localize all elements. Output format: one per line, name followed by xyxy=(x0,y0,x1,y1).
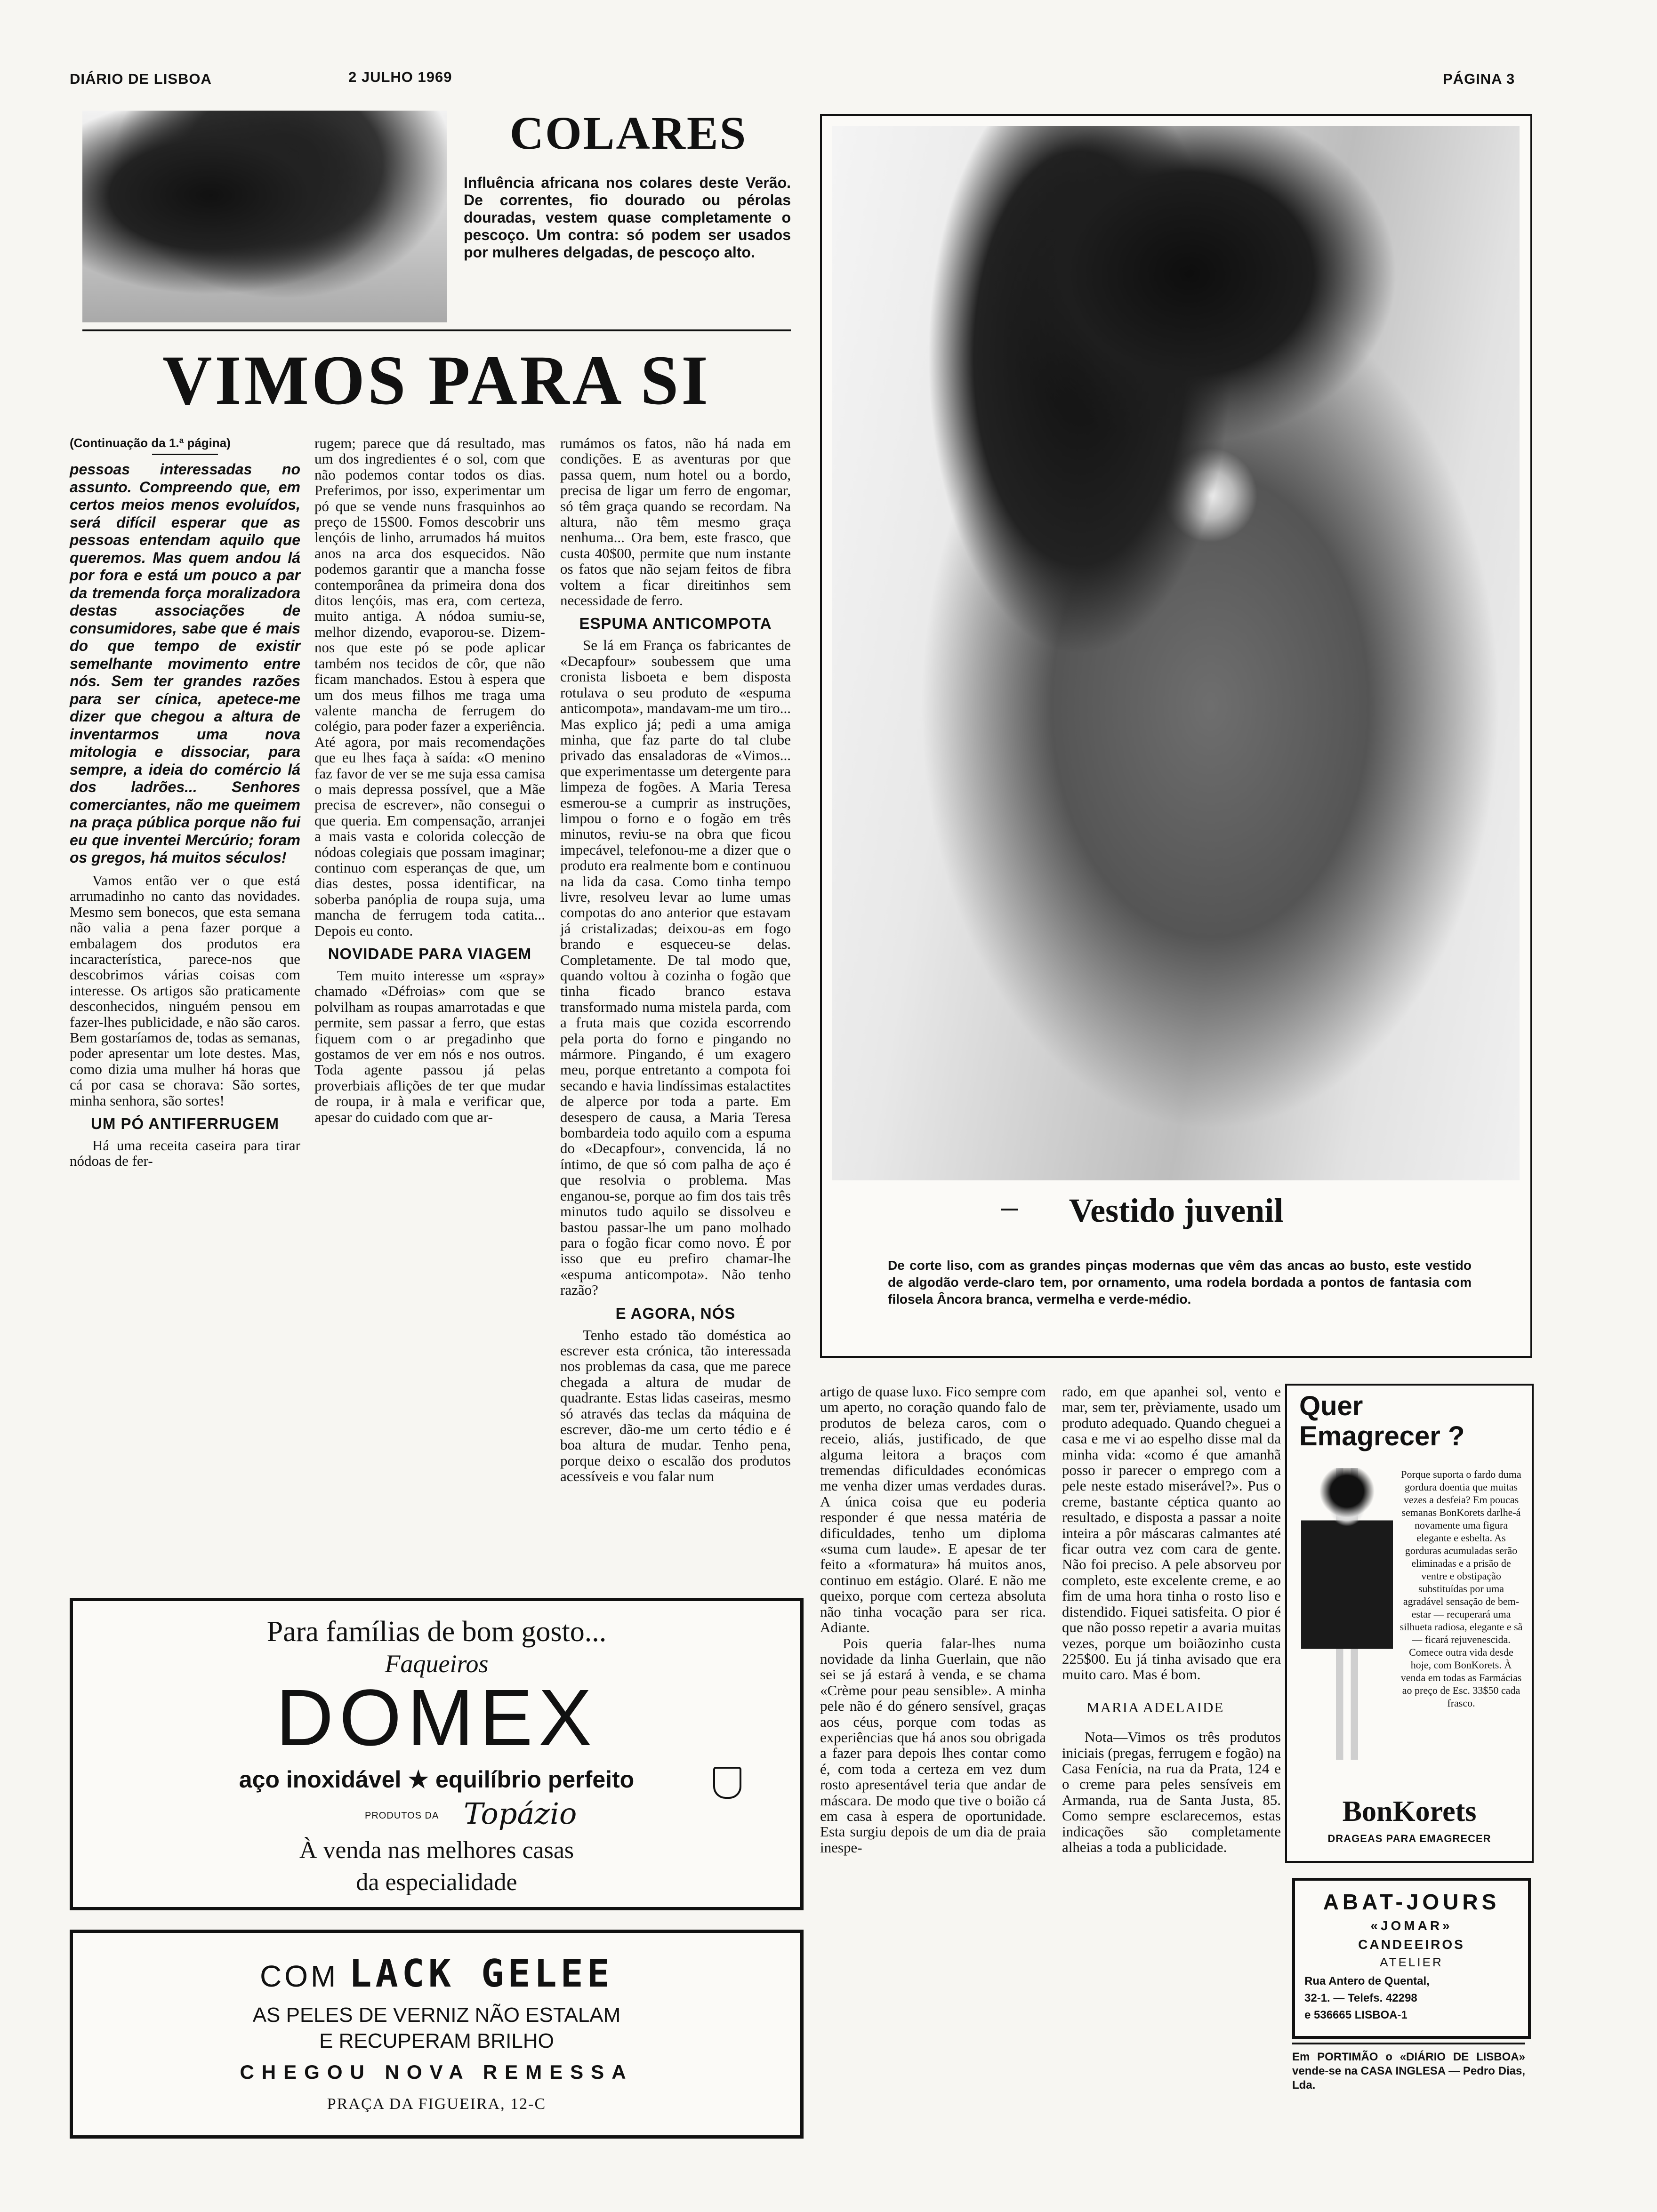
ad-line: ATELIER xyxy=(1380,1955,1443,1969)
ad-maker: Topázio xyxy=(464,1796,577,1831)
ad-line: CHEGOU NOVA REMESSA xyxy=(240,2061,634,2083)
colares-title: COLARES xyxy=(509,107,748,159)
ad-line xyxy=(73,1952,800,1996)
ad-tagline: DRAGEAS PARA EMAGRECER xyxy=(1327,1833,1491,1844)
ad-line: E RECUPERAM BRILHO xyxy=(319,2029,554,2052)
ad-brand: LACK GELEE xyxy=(349,1952,613,1996)
paragraph: Pois queria falar-lhes numa novidade da linha Guerlain, que não sei se já estará à venda, e se chama «Crème pour peau sensible». A minha pele não é do género sensível, graças aos céus, porque com todas as experiências que há anos sou obrigada a fazer para depois lhes contar como é, com toda a certeza em vez dum rosto apresentável teria que andar de máscara. De modo que tive o boião cá em casa à espera de oportunidade. Esta surgiu depois de um dia de praia inespe- xyxy=(820,1635,1046,1856)
subheading: E AGORA, NÓS xyxy=(615,1304,736,1322)
issue-date: 2 JULHO 1969 xyxy=(348,69,452,85)
divider xyxy=(82,329,791,331)
ad-line: CANDEEIROS xyxy=(1358,1937,1465,1952)
ad-brand: BonKorets xyxy=(1342,1795,1477,1827)
note: Nota—Vimos os três produtos iniciais (pregas, ferrugem e fogão) na Casa Fenícia, na rua da Prata, 124 e o creme para peles sensíveis em Armanda, rua de Santa Justa, 85. Como sempre esclarecemos, estas indicações são completamente alheias a toda a publicidade. xyxy=(1062,1729,1281,1855)
newspaper-name: DIÁRIO DE LISBOA xyxy=(70,71,212,87)
paragraph: rugem; parece que dá resultado, mas um dos ingredientes é o sol, com que não podemos contar todos os dias. Preferimos, por isso, experimentar um pó que se vende nuns frasquinhos ao preço de 15$00. Fomos descobrir uns lençóis de linho, arrumados há muitos anos na arca dos esquecidos. Não podemos garantir que a mancha fosse contemporânea da primeira dona dos ditos lençóis, mas era, com certeza, muito antiga. A nódoa sumiu-se, melhor dizendo, evaporou-se. Dizem-nos que este pó se pode aplicar também nos tecidos de côr, que não ficam manchados. Estou à espera que um dos meus filhos me traga uma valente mancha de ferrugem do colégio, para poder fazer a experiência. Até agora, por mais recomendações que eu lhes faça à saída: «O menino faz favor de ver se me suja essa camisa o mais depressa possível, que a Mãe precisa de escrever», não consegui o que queria. Em compensação, arranjei a mais vasta e colorida colecção de nódoas colegiais que possam imaginar; continuo com esperanças de que, um dias destes, possa identificar, na soberba panóplia de roupa suja, uma mancha de ferrugem toda catita... Depois eu conto. xyxy=(314,435,545,939)
page-number: PÁGINA 3 xyxy=(1443,71,1515,87)
paragraph: Vamos então ver o que está arrumadinho no canto das novidades. Mesmo sem bonecos, que esta semana não valia a pena fazer porque a embalagem dos produtos era incaracterística, parece-nos que descobrimos várias coisas com interesse. Os artigos são praticamente desconhecidos, ninguém pensou em fazer-lhes publicidade, e não são caros. Bem gostaríamos de, todas as semanas, poder apresentar um lote destes. Mas, como dizia uma mulher há horas que cá por casa se chorava: São sortes, minha senhora, são sortes! xyxy=(70,872,300,1109)
ad-text: Em PORTIMÃO o «DIÁRIO DE LISBOA» vende-se na CASA INGLESA — Pedro Dias, Lda. xyxy=(1292,2051,1525,2092)
caption-text: De corte liso, com as grandes pinças modernas que vêm das ancas ao busto, este vestido de algodão verde-claro tem, por ornamento, uma rodela bordada a pontos de fantasia com filosela Âncora branca, vermelha e verde-médio. xyxy=(888,1258,1472,1306)
subheading: ESPUMA ANTICOMPOTA xyxy=(579,615,772,633)
ad-lack-gelee xyxy=(70,1930,804,2139)
colares-text: Influência africana nos colares deste Verão. De correntes, fio dourado ou pérolas douradas, vestem quase completamente o pescoço. Um contra: só podem ser usados por mulheres delgadas, de pescoço alto. xyxy=(464,174,791,261)
ad-bonkorets xyxy=(1285,1384,1534,1863)
author: MARIA ADELAIDE xyxy=(1086,1699,1224,1715)
ad-title: Emagrecer ? xyxy=(1299,1421,1465,1451)
ad-line: «JOMAR» xyxy=(1370,1918,1453,1933)
ad-address: 32-1. — Telefs. 42298 xyxy=(1304,1992,1417,2004)
continuation-note: (Continuação da 1.ª página) xyxy=(70,436,231,450)
ad-brand: DOMEX xyxy=(275,1673,598,1763)
column-2 xyxy=(314,435,545,1125)
column-5 xyxy=(1062,1384,1281,1855)
fashion-box xyxy=(820,114,1532,1358)
fashion-photo xyxy=(832,126,1520,1180)
column-4 xyxy=(820,1384,1046,1855)
ad-portimao xyxy=(1292,2043,1525,2092)
ad-title: ABAT-JOURS xyxy=(1323,1890,1500,1914)
column-3 xyxy=(560,435,791,1484)
ad-line: Faqueiros xyxy=(385,1650,489,1678)
paragraph: Tem muito interesse um «spray» chamado «Défroias» com que se polvilham as roupas amarrotadas e que permite, sem passar a ferro, que estas fiquem com o ar pregadinho que gostamos de ver em nós e nos outros. Toda agente passou já pelas proverbiais aflições de ter que mudar de roupa, ir à mala e verificar que, apesar do cuidado com que ar- xyxy=(314,967,545,1125)
ad-line: da especialidade xyxy=(356,1869,517,1896)
paragraph: rado, em que apanhei sol, vento e mar, sem ter, prèviamente, usado um produto adequado. Quando cheguei a casa e me vi ao espelho disse mal da minha vida: «como é que amanhã posso ir parecer o emprego com a pele neste estado miserável?». Pus o creme, bastante céptica quanto ao resultado, e disposta a passar a noite inteira a pôr máscaras calmantes até ficar outra vez com cara de gente. Não foi preciso. A pele absorveu por completo, este excelente creme, e ao fim de uma hora tinha o rosto liso e distendido. Fiquei satisfeita. O pior é que não posso repetir a avaria muitas vezes, porque um boiãozinho custa 225$00. Eu já tinha avisado que era muito caro. Mas é bom. xyxy=(1062,1383,1281,1683)
caption-title: Vestido juvenil xyxy=(1069,1192,1284,1229)
colares-photo xyxy=(82,111,447,322)
lead-paragraph: pessoas interessadas no assunto. Compreendo que, em certos meios menos evoluídos, será difícil esperar que as pessoas entendam aquilo que queremos. Mas quem andou lá por fora e está um pouco a par da tremenda força moralizadora destas associações de consumidores, sabe que é mais do que tempo de existir semelhante movimento entre nós. Sem ter grandes razões para ser cínica, apetece-me dizer que chegou a altura de inventarmos uma nova mitologia e dissociar, para sempre, a ideia do comércio lá dos ladrões... Senhores comerciantes, não me queimem na praça pública porque não fui eu que inventei Mercúrio; foram os gregos, há muitos séculos! xyxy=(70,461,300,866)
ad-address: e 536665 LISBOA-1 xyxy=(1304,2009,1408,2021)
ad-line: aço inoxidável ★ equilíbrio perfeito xyxy=(239,1766,635,1793)
article-title: VIMOS PARA SI xyxy=(162,341,711,419)
ad-text: Porque suporta o fardo duma gordura doentia que muitas vezes a desfeia? Em poucas semanas BonKorets darlhe-á novamente uma figura elegante e esbelta. As gorduras acumuladas serão eliminadas e a prisão de ventre e obstipação substituídas por uma agradável sensação de bem-estar — recuperará uma silhueta radiosa, elegante e sã — ficará rejuvenescida. Comece outra vida desde hoje, com BonKorets. À venda em todas as Farmácias ao preço de Esc. 33$50 cada frasco. xyxy=(1400,1468,1523,1709)
paragraph: Tenho estado tão doméstica ao escrever esta crónica, tão interessada nos problemas da casa, que me parece chegada a altura de mudar de quadrante. Estas lidas caseiras, mesmo só através das teclas da máquina de escrever, dão-me um certo tédio e é boa altura de mudar. Tenho pena, porque deixo o escalão dos produtos acessíveis e vou falar num xyxy=(560,1326,791,1485)
ad-domex xyxy=(70,1598,804,1910)
ad-line: AS PELES DE VERNIZ NÃO ESTALAM xyxy=(252,2004,621,2027)
column-1 xyxy=(70,435,300,1169)
ad-line: COM xyxy=(260,1959,339,1993)
paragraph: artigo de quase luxo. Fico sempre com um aperto, no coração quando falo de produtos de beleza caros, com o receio, aliás, justificado, de que alguma leitora a braços com tremendas dificuldades económicas me venha dizer umas verdades duras. A única coisa que eu poderia responder é que nessa matéria de dificuldades, tenho um diploma «suma cum laude». E apesar de ter feito a «formatura» há muitos anos, continuo em estágio. Olaré. E não me queixo, porque com certeza absoluta não tinha vocação para ser rica. Adiante. xyxy=(820,1383,1046,1636)
divider xyxy=(152,454,218,455)
woman-illustration xyxy=(1301,1468,1393,1760)
subheading: NOVIDADE PARA VIAGEM xyxy=(328,945,532,962)
ad-abat-jours xyxy=(1292,1878,1531,2039)
subheading: UM PÓ ANTIFERRUGEM xyxy=(91,1115,279,1132)
ad-line: PRODUTOS DA xyxy=(365,1811,439,1821)
ad-line: À venda nas melhores casas xyxy=(299,1837,574,1864)
ad-line: PRAÇA DA FIGUEIRA, 12-C xyxy=(327,2095,547,2113)
paragraph: Há uma receita caseira para tirar nódoas de fer- xyxy=(70,1137,300,1170)
ad-line: Para famílias de bom gosto... xyxy=(266,1616,607,1648)
paragraph: rumámos os fatos, não há nada em condições. E as aventuras por que passa quem, num hotel ou a bordo, precisa de ligar um ferro de engomar, só têm graça quando se recordam. Na altura, não têm mesmo graça nenhuma... Ora bem, este frasco, que custa 40$00, permite que num instante os fatos que não sejam feitos de fibra voltem a ficar direitinhos sem necessidade de ferro. xyxy=(560,435,791,609)
shield-icon xyxy=(713,1767,741,1799)
paragraph: Se lá em França os fabricantes de «Decapfour» soubessem que uma cronista lisboeta e bem disposta rotulava o seu produto de «espuma anticompota», mandavam-me um tiro... Mas explico já; pedi a uma amiga minha, que faz parte do tal clube privado das ensaladoras de «Vimos... que experimentasse um detergente para limpeza de fogões. A Maria Teresa esmerou-se a cumprir as instruções, limpou o forno e o fogão em três minutos, reviu-se na obra que ficou impecável, telefonou-me a dizer que o produto era realmente bom e continuou na lida da casa. Como tinha tempo livre, resolveu levar ao lume umas compotas do ano anterior que estavam já cristalizadas; deixou-as em fogo brando e esqueceu-se delas. Completamente. De tal modo que, quando voltou à cozinha o fogão que tinha ficado branco estava transformado numa mistela parda, com a fruta mais que cozida escorrendo pela porta do forno e pingando no mármore. Pingando, é um exagero meu, porque entretanto a compota foi secando e havia lindíssimas estalactites de alperce por toda a parte. Em desespero de causa, a Maria Teresa bombardeia todo aquilo com a espuma do «Decapfour», convencida, lá no íntimo, de que só com palha de aço é que resolvia o problema. Mas enganou-se, porque ao fim dos tais três minutos tudo aquilo se dissolveu e bastou passar-lhe um pano molhado para o fogão ficar como novo. É por isso que eu prefiro chamar-lhe «espuma anticompota». Não tenho razão? xyxy=(560,637,791,1298)
ad-address: Rua Antero de Quental, xyxy=(1304,1975,1430,1988)
ad-title: Quer xyxy=(1299,1391,1363,1421)
